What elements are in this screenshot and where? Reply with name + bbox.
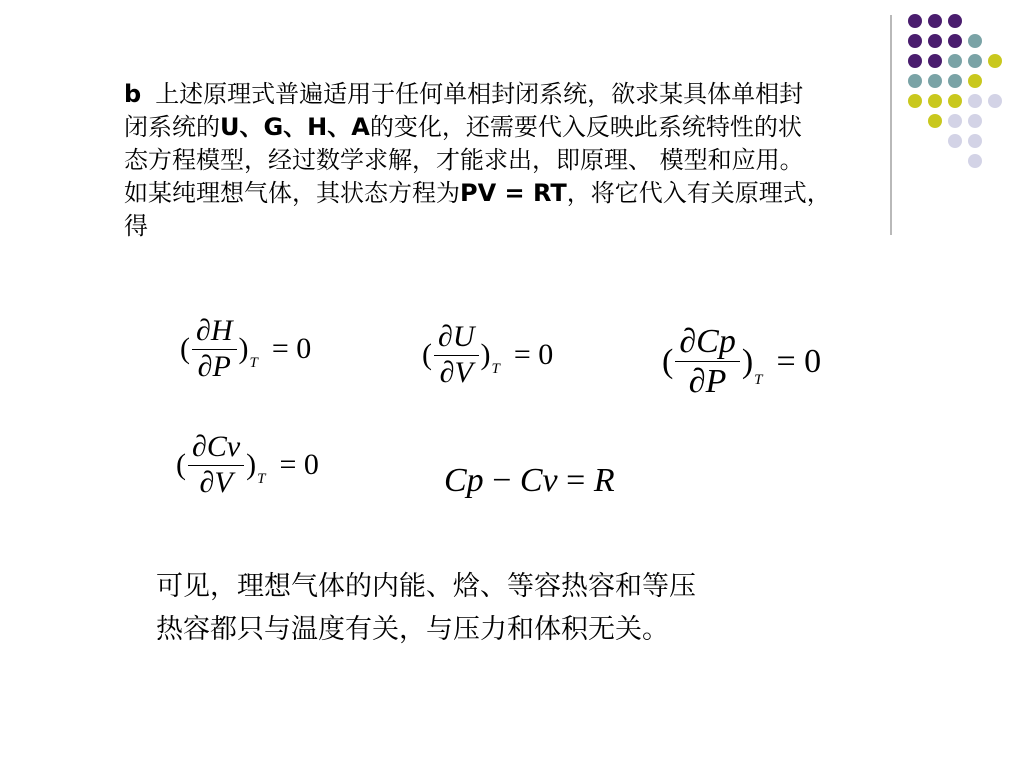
paragraph-bold-text: U、G、H、A [220, 113, 370, 141]
equals-zero: = 0 [513, 338, 554, 371]
numerator [675, 322, 740, 362]
numerator [434, 320, 479, 356]
denominator-var: P [705, 363, 727, 401]
partial-symbol: ∂ [199, 465, 215, 499]
decorative-dot [908, 14, 922, 28]
decorative-dot [968, 54, 982, 68]
equation-dCp-dP [662, 322, 821, 401]
decorative-dot [908, 34, 922, 48]
decorative-dot [928, 54, 942, 68]
numerator [192, 314, 237, 350]
open-paren: ( [662, 342, 674, 380]
paragraph-text: 如某纯理想气体，其状态方程为 [124, 179, 460, 207]
cp-term: Cp [444, 462, 484, 499]
open-paren: ( [422, 338, 432, 371]
paragraph-line [124, 111, 994, 144]
equals-sign: = [566, 462, 586, 499]
paragraph-text: 态方程模型，经过数学求解，才能求出，即原理、 模型和应用。 [124, 146, 804, 174]
paragraph-text: 得 [124, 212, 148, 240]
close-paren: ) [741, 342, 754, 380]
numerator-var: Cv [206, 430, 241, 463]
subscript: T [491, 361, 500, 377]
equation-dH-dP [180, 314, 311, 384]
close-paren: ) [246, 448, 257, 481]
fraction [188, 430, 244, 500]
conclusion-line: 热容都只与温度有关，与压力和体积无关。 [156, 614, 669, 645]
open-paren: ( [180, 332, 190, 365]
partial-symbol: ∂ [192, 430, 207, 463]
denominator [436, 356, 477, 391]
decorative-dot [948, 14, 962, 28]
decorative-dot [928, 34, 942, 48]
equation-dCv-dV [176, 430, 319, 500]
denominator [685, 362, 731, 401]
intro-paragraph [124, 78, 994, 243]
decorative-dot [948, 54, 962, 68]
conclusion-text [156, 565, 876, 651]
fraction [434, 320, 479, 390]
partial-symbol: ∂ [439, 355, 455, 389]
fraction [192, 314, 237, 384]
paragraph-line [124, 144, 994, 177]
minus-sign: − [492, 462, 512, 499]
denominator-var: V [214, 465, 233, 499]
paragraph-line [124, 210, 994, 243]
fraction [675, 322, 740, 401]
r-term: R [593, 462, 615, 499]
paragraph-text: 上述原理式普遍适用于任何单相封闭系统，欲求某具体单相封 [155, 80, 804, 108]
open-paren: ( [176, 448, 186, 481]
paragraph-text: 的变化，还需要代入反映此系统特性的状 [369, 113, 802, 141]
decorative-dot [928, 14, 942, 28]
numerator-var: H [210, 314, 233, 347]
subscript: T [754, 372, 763, 389]
numerator-var: Cp [696, 323, 736, 360]
denominator [194, 350, 235, 385]
decorative-dot [948, 34, 962, 48]
denominator-var: V [454, 355, 473, 389]
close-paren: ) [480, 338, 491, 371]
numerator [188, 430, 244, 466]
close-paren: ) [238, 332, 249, 365]
numerator-var: U [452, 320, 475, 353]
paragraph-text: ，将它代入有关原理式， [566, 179, 831, 207]
equals-zero: = 0 [279, 448, 319, 481]
equation-cp-minus-cv [444, 462, 615, 500]
paragraph-line [124, 177, 994, 210]
subscript: T [257, 471, 266, 487]
conclusion-line: 可见，理想气体的内能、焓、等容热容和等压 [156, 571, 696, 602]
partial-symbol: ∂ [438, 320, 453, 353]
decorative-dot [968, 34, 982, 48]
partial-symbol: ∂ [196, 314, 211, 347]
denominator-var: P [212, 349, 231, 383]
paragraph-bold-text: PV = RT [460, 179, 567, 207]
equals-zero: = 0 [271, 332, 312, 365]
paragraph-line [124, 78, 994, 111]
cv-term: Cv [519, 462, 558, 499]
partial-symbol: ∂ [197, 349, 213, 383]
decorative-dot [908, 54, 922, 68]
partial-symbol: ∂ [679, 323, 697, 360]
equals-zero: = 0 [776, 342, 822, 380]
subscript: T [249, 355, 258, 371]
paragraph-label: b [124, 80, 142, 108]
decorative-dot [988, 54, 1002, 68]
denominator [196, 466, 237, 501]
partial-symbol: ∂ [688, 363, 706, 401]
equation-dU-dV [422, 320, 553, 390]
paragraph-text: 闭系统的 [124, 113, 220, 141]
